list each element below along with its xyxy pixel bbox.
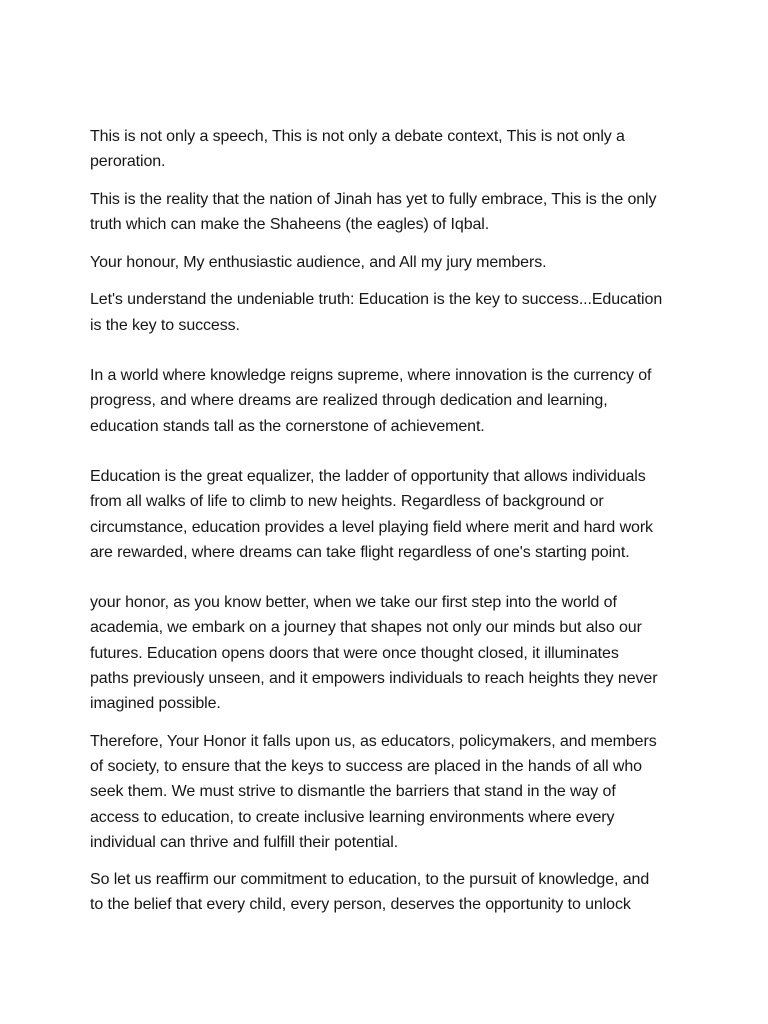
paragraph-5: In a world where knowledge reigns supreme, where innovation is the currency of progress, and where dreams are realized through dedication and learning, education stands tall as the cornerstone of achievement. xyxy=(90,367,652,435)
paragraph-2: This is the reality that the nation of Jinah has yet to fully embrace, This is the only truth which can make the Shaheens (the eagles) of Iqbal. xyxy=(90,190,657,233)
paragraph-3: Your honour, My enthusiastic audience, and All my jury members. xyxy=(90,254,547,272)
paragraph-1: This is not only a speech, This is not only a debate context, This is not only a peroration. xyxy=(90,128,625,171)
paragraph-6: Education is the great equalizer, the ladder of opportunity that allows individuals from all walks of life to climb to new heights. Regardless of background or circumstance, education provides a level playing field where merit and hard work are rewarded, where dreams can take flight regardless of one's starting point. xyxy=(90,467,653,561)
paragraph-7: your honor, as you know better, when we take our first step into the world of academia, we embark on a journey that shapes not only our minds but also our futures. Education opens doors that were once thought closed, it illuminates paths previously unseen, and it empowers individuals to reach heights they never imagined possible. xyxy=(90,594,658,713)
paragraph-9: So let us reaffirm our commitment to education, to the pursuit of knowledge, and to the belief that every child, every person, deserves the opportunity to unlock xyxy=(90,871,650,914)
paragraph-8: Therefore, Your Honor it falls upon us, as educators, policymakers, and members of society, to ensure that the keys to success are placed in the hands of all who seek them. We must strive to dismantle the barriers that stand in the way of access to education, to create inclusive learning environments where every individual can thrive and fulfill their potential. xyxy=(90,732,657,851)
paragraph-4: Let's understand the undeniable truth: Education is the key to success...Education is the key to success. xyxy=(90,291,663,334)
document-body xyxy=(90,124,690,918)
